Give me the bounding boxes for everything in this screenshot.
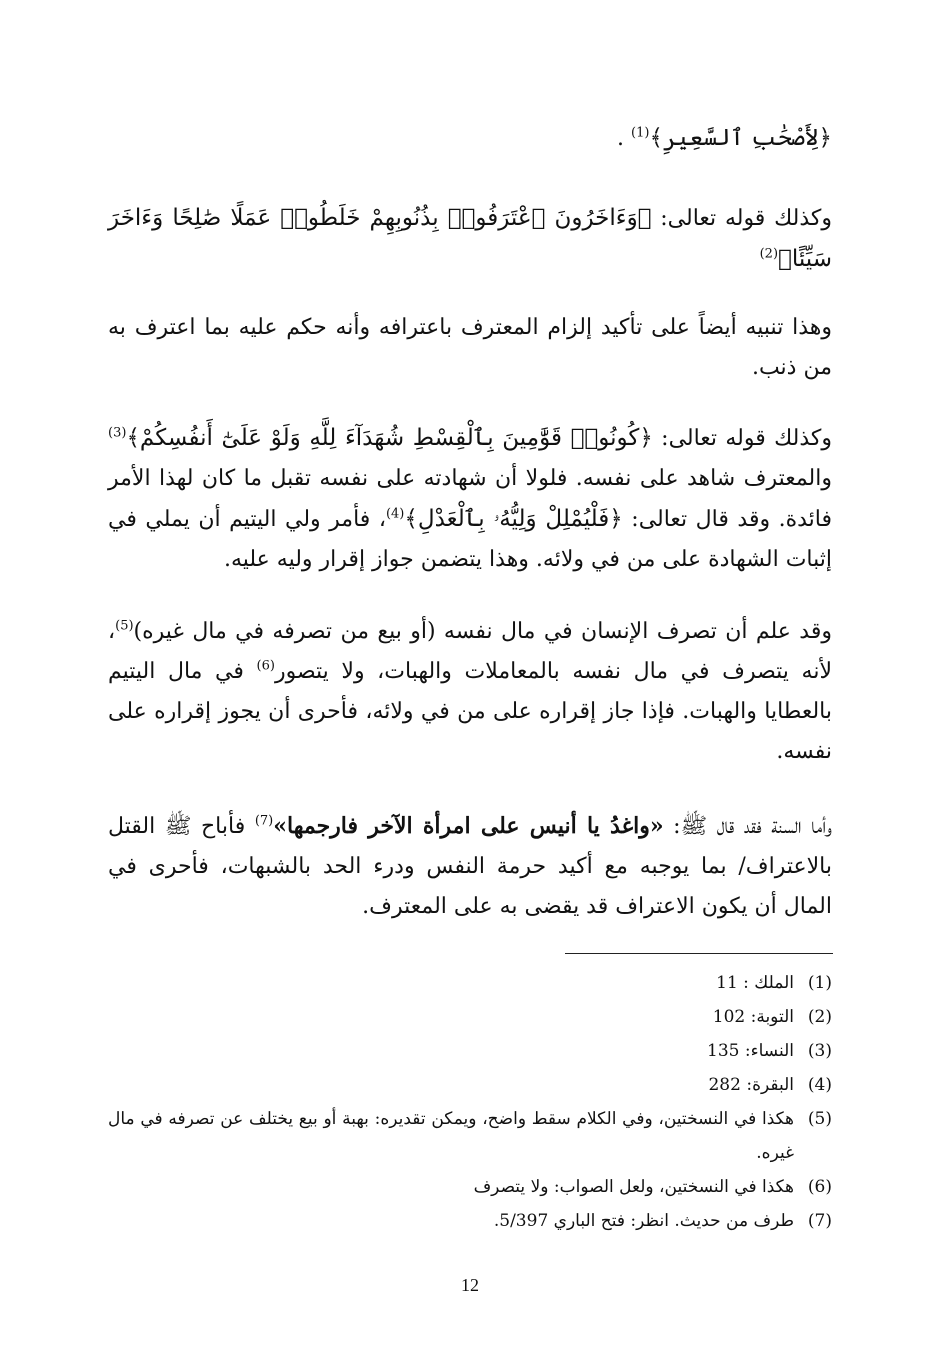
text-run: ، لأنه يتصرف في مال نفسه بالمعاملات والهبات، ولا يتصور [108, 619, 832, 684]
footnote-text: طرف من حديث. انظر: فتح الباري 5/397. [493, 1211, 794, 1231]
footnote-ref: (4) [385, 506, 405, 522]
paragraph [108, 806, 832, 927]
footnote [108, 1102, 832, 1170]
footnote-number: (5) [807, 1109, 832, 1129]
footnote [108, 1204, 832, 1238]
text-run: . [617, 126, 632, 151]
paragraph-text [108, 308, 832, 388]
quran-verse: ﴿وَءَاخَرُونَ ٱعْتَرَفُوا۟ بِذُنُوبِهِمْ خَلَطُوا۟ عَمَلًا صَٰلِحًا وَءَاخَرَ سَيِّئًا﴾ [108, 205, 832, 272]
footnote [108, 966, 832, 1000]
footnote-text: البقرة: 282 [708, 1075, 794, 1095]
paragraph-text [108, 612, 832, 772]
text-run: وكذلك قوله تعالى: [652, 426, 832, 451]
paragraph-text [108, 418, 832, 580]
footnote-ref: (1) [631, 125, 650, 141]
footnote-number: (2) [807, 1007, 832, 1027]
text-run: ، فأمر ولي اليتيم أن يملي في إثبات الشهادة على من في ولائه. وهذا يتضمن جواز إقرار وليه عليه. [108, 507, 832, 572]
footnote-number: (3) [807, 1041, 832, 1061]
paragraph [108, 308, 832, 388]
footnote-text: الملك : 11 [716, 973, 794, 993]
footnote-ref: (6) [256, 658, 275, 674]
text-run: وقد علم أن تصرف الإنسان في مال نفسه (أو بيع من تصرفه في مال غيره) [133, 619, 832, 644]
page-number: 12 [461, 1275, 479, 1295]
footnote-number: (7) [807, 1211, 832, 1231]
text-run: في مال اليتيم بالعطايا والهبات. فإذا جاز إقراره على من في ولائه، فأحرى أن يجوز إقراره على نفسه. [108, 659, 832, 764]
paragraph [108, 612, 832, 772]
text-run: وهذا تنبيه أيضاً على تأكيد إلزام المعترف باعترافه وأنه حكم عليه بما اعترف به من ذنب. [108, 315, 832, 380]
paragraph-text [108, 118, 832, 159]
footnote-separator [565, 953, 833, 954]
quran-verse: ﴿كُونُوا۟ قَوَّٰمِينَ بِٱلْقِسْطِ شُهَدَآءَ لِلَّهِ وَلَوْ عَلَىٰٓ أَنفُسِكُمْ﴾ [126, 425, 653, 451]
footnote-text: النساء: 135 [707, 1041, 794, 1061]
footnote-ref: (7) [254, 813, 274, 829]
footnote-ref: (2) [759, 246, 779, 262]
footnote-ref: (3) [108, 425, 127, 441]
footnote [108, 1034, 832, 1068]
quran-verse: ﴿فَلْيُمْلِلْ وَلِيُّهُۥ بِٱلْعَدْلِ﴾ [404, 506, 623, 532]
text-run: والمعترف شاهد على نفسه. فلولا أن شهادته على نفسه تقبل ما كان لهذا الأمر فائدة. وقد قال تعالى: [108, 466, 833, 532]
footnote-text: هكذا في النسختين، ولعل الصواب: ولا يتصرف [473, 1177, 794, 1197]
text-run: وأما السنة فقد قال ﷺ: [663, 814, 833, 839]
footnotes [108, 966, 832, 1238]
paragraph-text [108, 198, 832, 280]
quran-verse: ﴿لِأَصْحَٰبِ ٱلسَّعِيرِ﴾ [649, 125, 832, 151]
paragraph [108, 118, 832, 159]
footnote [108, 1170, 832, 1204]
footnote [108, 1068, 832, 1102]
footnote-number: (1) [807, 973, 832, 993]
footnote-ref: (5) [115, 618, 134, 634]
footnote-text: هكذا في النسختين، وفي الكلام سقط واضح، ويمكن تقديره: بهبة أو بيع يختلف عن تصرفه في مال غيره. [108, 1109, 794, 1163]
paragraph-text [108, 806, 832, 927]
footnote-text: التوبة: 102 [712, 1007, 794, 1027]
text-run: فأباح ﷺ القتل بالاعتراف/ بما يوجبه مع أكيد حرمة النفس ودرء الحد بالشبهات، فأحرى في المال أن يكون الاعتراف قد يقضى به على المعترف. [108, 814, 832, 919]
hadith-quote: «واغدُ يا أنيس على امرأة الآخر فارجمها» [273, 813, 664, 839]
footnote-number: (6) [807, 1177, 832, 1197]
text-run: وكذلك قوله تعالى: [651, 206, 832, 231]
footnote [108, 1000, 832, 1034]
paragraph [108, 198, 832, 280]
paragraph [108, 418, 832, 580]
footnote-number: (4) [807, 1075, 832, 1095]
